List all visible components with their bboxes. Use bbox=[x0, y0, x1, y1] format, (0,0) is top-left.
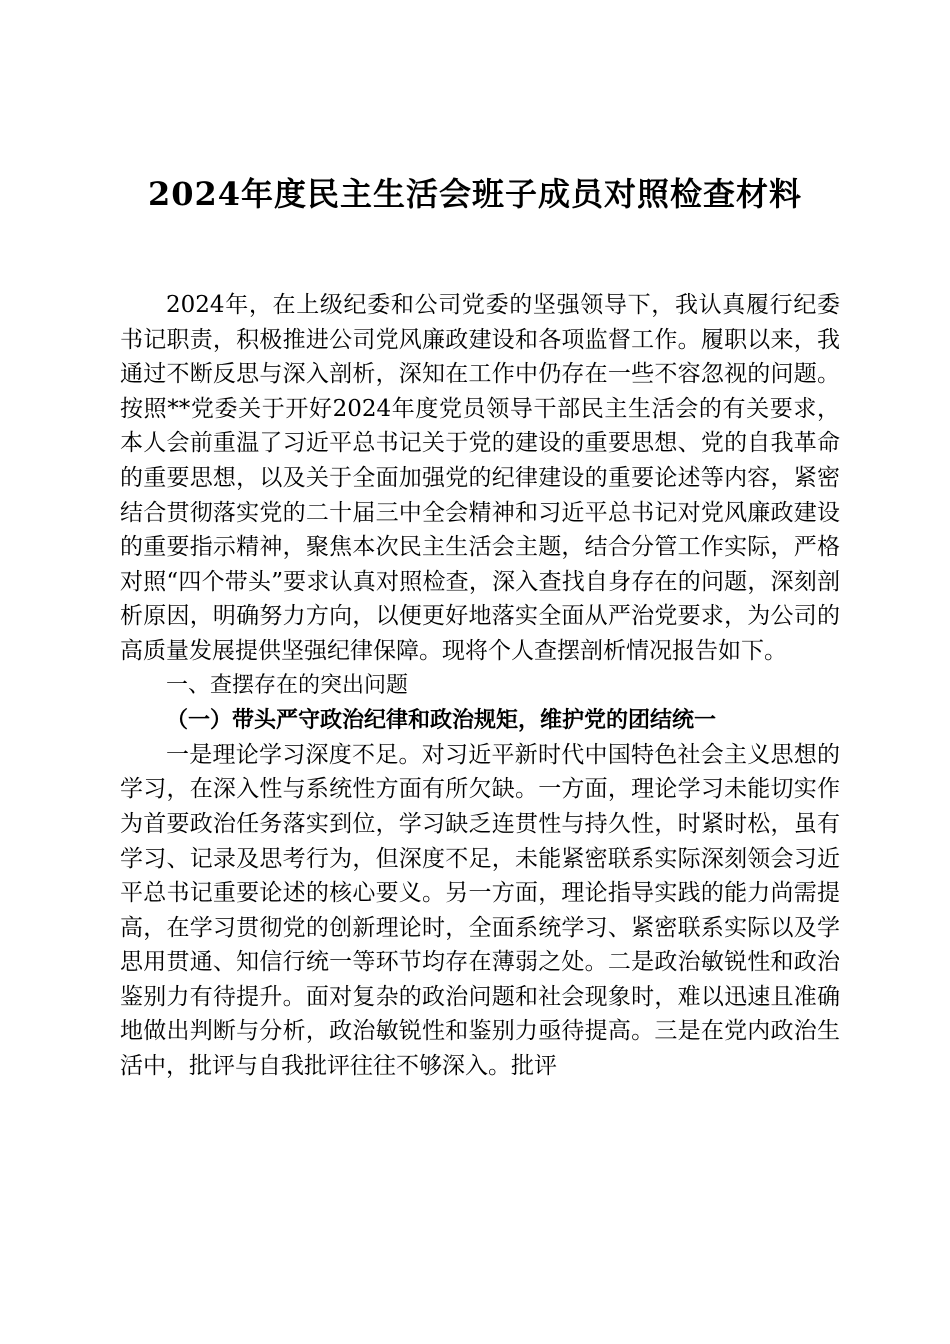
document-body bbox=[120, 288, 840, 1084]
subsection-heading: （一）带头严守政治纪律和政治规矩，维护党的团结统一 bbox=[166, 707, 717, 734]
intro-paragraph: 2024年，在上级纪委和公司党委的坚强领导下，我认真履行纪委书记职责，积极推进公司党风廉政建设和各项监督工作。履职以来，我通过不断反思与深入剖析，深知在工作中仍存在一些不容忽视的问题。按照**党委关于开好2024年度党员领导干部民主生活会的有关要求，本人会前重温了习近平总书记关于党的建设的重要思想、党的自我革命的重要思想，以及关于全面加强党的纪律建设的重要论述等内容，紧密结合贯彻落实党的二十届三中全会精神和习近平总书记对党风廉政建设的重要指示精神，聚焦本次民主生活会主题，结合分管工作实际，严格对照“四个带头”要求认真对照检查，深入查找自身存在的问题，深刻剖析原因，明确努力方向，以便更好地落实全面从严治党要求，为公司的高质量发展提供坚强纪律保障。现将个人查摆剖析情况报告如下。 bbox=[120, 292, 840, 664]
document-title: 2024年度民主生活会班子成员对照检查材料 bbox=[147, 175, 803, 213]
section-heading: 一、查摆存在的突出问题 bbox=[166, 672, 409, 698]
subsection-paragraph: 一是理论学习深度不足。对习近平新时代中国特色社会主义思想的学习，在深入性与系统性方面有所欠缺。一方面，理论学习未能切实作为首要政治任务落实到位，学习缺乏连贯性与持久性，时紧时松，虽有学习、记录及思考行为，但深度不足，未能紧密联系实际深刻领会习近平总书记重要论述的核心要义。另一方面，理论指导实践的能力尚需提高，在学习贯彻党的创新理论时，全面系统学习、紧密联系实际以及学思用贯通、知信行统一等环节均存在薄弱之处。二是政治敏锐性和政治鉴别力有待提升。面对复杂的政治问题和社会现象时，难以迅速且准确地做出判断与分析，政治敏锐性和鉴别力亟待提高。三是在党内政治生活中，批评与自我批评往往不够深入。批评 bbox=[120, 741, 840, 1080]
